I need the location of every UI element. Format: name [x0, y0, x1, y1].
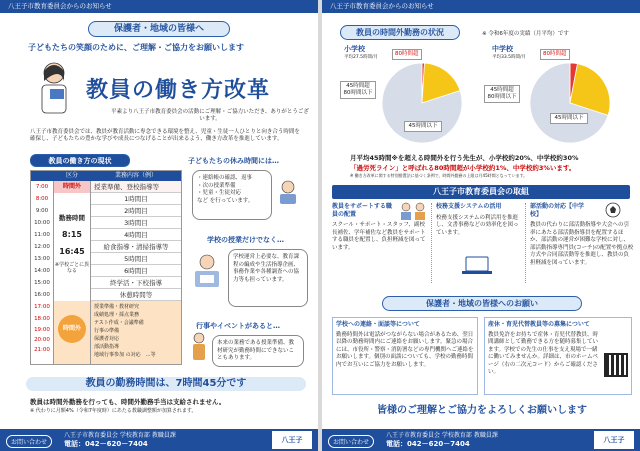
- page-title: 教員の働き方改革: [86, 78, 271, 103]
- request-contact: [332, 317, 478, 395]
- time-label: 17:00: [34, 304, 50, 310]
- contact-label: お問い合わせ: [328, 435, 374, 448]
- col-header-category: 区分: [65, 172, 78, 179]
- elem-slice-label: 80時間超: [392, 49, 422, 60]
- survey-title: 教員の時間外勤務の状況: [340, 25, 460, 40]
- intro-greeting: 平素より八王子市教育委員会の活動にご理解・ご協力いただき、ありがとうございます。: [111, 109, 309, 122]
- header-left: 八王子市教育委員会からのお知らせ: [0, 0, 318, 13]
- audience-pill: 保護者・地域の皆様へ: [88, 21, 230, 37]
- footer-org: 八王子市教育委員会 学校教育部 教職員課: [64, 432, 176, 439]
- left-page: [0, 13, 318, 451]
- elem-pie-chart: [378, 59, 466, 147]
- sports-ball-icon: [604, 201, 622, 219]
- init1-body: スクール・サポート・スタッフ、副校長補佐、学年補佐など教員をサポートする職員を配置し、負担軽減を図っています。: [332, 222, 426, 251]
- bubble3-title: 行事やイベントがあると…: [196, 322, 280, 330]
- staff-illustration: [398, 201, 428, 221]
- overtime-task: 授業準備・教材研究: [94, 304, 140, 310]
- elem-slice-label: 45時間超80時間以下: [340, 81, 376, 99]
- time-label: 21:00: [34, 347, 50, 353]
- off-hours-label: 時間外: [54, 181, 90, 193]
- survey-text2: 「過労死ライン」と呼ばれる80時間超が小学校約1%、中学校約3%います。: [350, 164, 576, 172]
- end-time: 16:45: [59, 247, 85, 256]
- req2-body: 教員免許をお持ちで産休・育児代替教員、時間講師として勤務できる方を随時募集しています。学校での先生の仕事を支え現場で一緒に働いてみませんか。詳細は、市のホームページ（右の二次元コード）からご確認ください。: [488, 331, 599, 375]
- initiatives-title: 八王子市教育委員会の取組: [332, 185, 630, 199]
- task-row: 2時間目: [91, 205, 181, 217]
- init2-title: 校務支援システムの活用: [436, 203, 502, 210]
- footer-tel[interactable]: 電話：042－620－7404: [386, 440, 470, 448]
- bubble1: [192, 170, 272, 220]
- start-time: 8:15: [62, 230, 82, 239]
- jh-title: 中学校: [492, 45, 513, 53]
- time-label: 14:00: [34, 268, 50, 274]
- overtime-task: 地域行事参加 の対応 …等: [94, 352, 156, 358]
- task-row: 給食指導・清掃指導等: [91, 241, 181, 253]
- footer-tel[interactable]: 電話：042－620－7404: [64, 440, 148, 448]
- elem-title: 小学校: [344, 45, 365, 53]
- intro-body: 八王子市教育委員会では、教員が教育活動に専念できる環境を整え、児童・生徒一人ひとりと向き合う時間を確保し、子どもたちの豊かな学びや成長につなげることが出来るよう、働き方改革を推進しています。: [30, 129, 300, 142]
- jh-pie-chart: [526, 59, 614, 147]
- header-right: 八王子市教育委員会からのお知らせ: [322, 0, 640, 13]
- city-logo: 八王子: [272, 431, 312, 449]
- requests-title: 保護者・地域の皆様へのお願い: [382, 296, 582, 311]
- teacher-illustration: [30, 59, 78, 117]
- jh-slice-label: 45時間超80時間以下: [484, 85, 520, 103]
- qr-code-icon[interactable]: [604, 353, 628, 377]
- time-label: 11:00: [34, 232, 50, 238]
- teacher-walking-icon: [188, 331, 210, 365]
- bubble1-item: ・次の授業準備: [197, 182, 236, 189]
- footer-left: [0, 429, 318, 451]
- overtime-task: 行事の準備: [94, 328, 120, 334]
- bubble2-title: 学校の授業だけでなく…: [207, 236, 284, 244]
- survey-footnote: ※ 働き方改革に関する特別措置法に基づく条例で、時間外勤務の上限は月45時間となっています。: [350, 173, 528, 178]
- col-header-tasks: 業務内容（例）: [114, 172, 157, 179]
- work-hours-label: 勤務時間: [59, 214, 85, 222]
- req1-title: 学校への連絡・面談等について: [336, 321, 420, 328]
- task-row: 6時間目: [91, 265, 181, 277]
- survey-text1: 月平均45時間※を超える時間外を行う先生が、小学校約20%、中学校約30%: [350, 154, 579, 162]
- jh-sub: 平均33.5時間/月: [492, 55, 527, 60]
- overtime-task: 部活動指導: [94, 344, 120, 350]
- laptop-icon: [462, 255, 492, 277]
- time-label: 13:00: [34, 256, 50, 262]
- time-label: 8:00: [35, 196, 49, 202]
- bubble1-item: ・児童・生徒対応: [197, 190, 242, 196]
- jh-slice-label: 80時間超: [540, 49, 570, 60]
- task-row: 授業準備、登校指導等: [91, 181, 181, 193]
- city-logo: 八王子: [594, 431, 634, 449]
- overtime-task: 保護者対応: [94, 336, 120, 342]
- elem-sub: 平均27.5時間/月: [344, 55, 379, 60]
- time-label: 9:00: [35, 208, 49, 214]
- req1-body: 勤務時間外は電話がつながらない場合があるため、翌日以降の勤務時間内にご連絡をお願いします。緊急の場合には、市役所・警察・消防署などの専門機関へご連絡をお願いします。個別の面談についても、学校の勤務時間内でお互いにご協力をお願いします。: [336, 331, 474, 368]
- contact-label: お問い合わせ: [6, 435, 52, 448]
- time-label: 16:00: [34, 292, 50, 298]
- req2-title: 産休・育児代替教員等の募集について: [488, 321, 590, 328]
- time-label: 7:00: [35, 184, 49, 190]
- hours-headline: 教員の勤務時間は、7時間45分です: [85, 378, 247, 389]
- bubble2: 学校運営上必要な、教育課程の編成や生活指導企画、事務作業や各種調査への協力等も担っています。: [228, 249, 308, 307]
- bubble1-item: ・連絡帳の確認、返事: [197, 175, 253, 181]
- footer-org: 八王子市教育委員会 学校教育部 教職員課: [386, 432, 498, 439]
- closing-message: 皆様のご理解とご協力をよろしくお願いします: [377, 405, 587, 416]
- time-label: 12:00: [34, 244, 50, 250]
- hours-footnote: ※ 代わりに月額4%（令和7年度時）にあたる教職調整額が加算されます。: [30, 408, 197, 414]
- init3-body: 教員の代わりに部活動指導や大会への引率にあたる部活動指導員を配置するほか、部活動の運営が困難な学校に対し、部活動指導専門員(コーチ)の配置や拠点校方式や合同部活動等を推進し、教員の負担軽減を図っています。: [530, 222, 634, 266]
- task-row: 5時間目: [91, 253, 181, 265]
- time-label: 10:00: [34, 220, 50, 226]
- task-row: 3時間目: [91, 217, 181, 229]
- bubble1-item: など を行っています。: [197, 197, 254, 204]
- overtime-task: 成績処理・採点業務: [94, 312, 140, 318]
- right-page: [322, 13, 640, 451]
- subtitle: 子どもたちの笑顔のために、ご理解・ご協力をお願いします: [28, 43, 244, 52]
- init1-title: 教員をサポートする職員の配置: [332, 203, 392, 218]
- task-row: 1時間目: [91, 193, 181, 205]
- schedule-title: 教員の働き方の現状: [30, 154, 130, 167]
- bubble3: 本来の業務である授業準備、教材研究が勤務時間にできないこともあります。: [212, 335, 304, 367]
- teacher-computer-icon: [190, 253, 224, 291]
- init3-title: 部活動の対応【中学校】: [530, 203, 585, 218]
- survey-note: ※ 令和6年度の実績（月平均）です: [482, 31, 569, 37]
- schedule-table: [30, 170, 182, 365]
- bubble1-title: 子どもたちの休み時間には…: [188, 157, 279, 165]
- time-label: 19:00: [34, 327, 50, 333]
- task-row: 休憩時間等: [91, 289, 181, 301]
- overtime-task: テスト作成・会議準備: [94, 320, 144, 326]
- teacher-desk-icon: [276, 179, 300, 205]
- time-label: 20:00: [34, 337, 50, 343]
- time-label: 15:00: [34, 280, 50, 286]
- task-row: 終学活・下校指導: [91, 277, 181, 289]
- overtime-badge: 時間外: [58, 315, 86, 343]
- jh-slice-label: 45時間以下: [550, 113, 588, 124]
- schedule-note: ※学校ごとに異なる: [54, 262, 90, 274]
- footer-right: [322, 429, 640, 451]
- hours-note: 教員は時間外勤務を行っても、時間外勤務手当は支給されません。: [30, 398, 226, 406]
- init2-body: 校務支援システムの利活用を推進し、文書事務などの効率化を図っています。: [436, 214, 519, 236]
- time-label: 18:00: [34, 316, 50, 322]
- elem-slice-label: 45時間以下: [404, 121, 442, 132]
- task-row: 4時間目: [91, 229, 181, 241]
